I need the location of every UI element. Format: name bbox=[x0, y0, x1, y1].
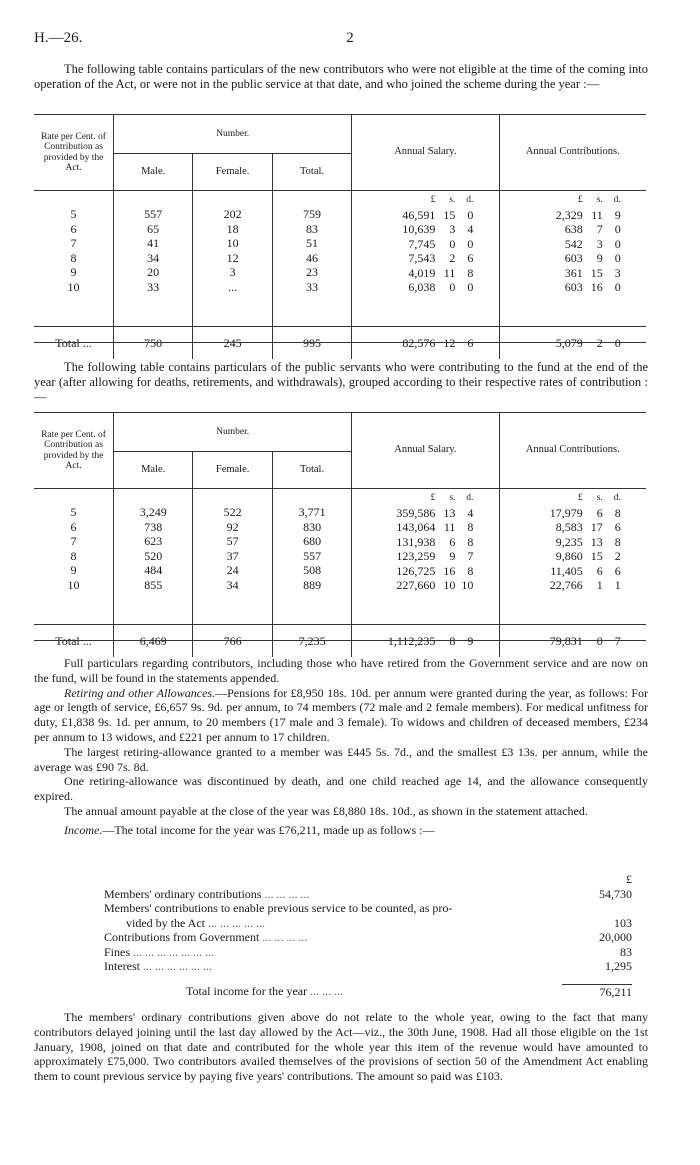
income-row bbox=[104, 959, 632, 974]
total-label: Total ... bbox=[34, 625, 114, 658]
pounds: 6,038 bbox=[408, 280, 436, 294]
rate-cell: 7 bbox=[70, 534, 77, 548]
rate-header: Rate per Cent. of Contribution as provided by the Act. bbox=[34, 115, 114, 191]
contribution-cell bbox=[501, 251, 645, 266]
salary-cell bbox=[353, 506, 497, 521]
pounds: 8,583 bbox=[555, 520, 583, 534]
income-label bbox=[104, 945, 562, 960]
page-header bbox=[34, 30, 666, 52]
total-cell: 3,771 bbox=[298, 505, 326, 519]
currency-header bbox=[353, 491, 497, 506]
pence: 7 bbox=[467, 549, 474, 563]
male-column bbox=[114, 191, 193, 327]
pounds: 46,591 bbox=[402, 207, 436, 222]
female-cell: 202 bbox=[223, 207, 242, 221]
income-label bbox=[104, 930, 562, 945]
income-label bbox=[104, 959, 562, 974]
contribution-cell bbox=[501, 549, 645, 564]
page-number: 2 bbox=[346, 30, 354, 46]
shillings: 11 bbox=[443, 265, 456, 280]
shillings: 9 bbox=[596, 251, 603, 265]
rate-cell: 8 bbox=[70, 250, 77, 265]
rate-cell: 6 bbox=[70, 519, 77, 534]
salary-cell bbox=[353, 266, 497, 281]
shillings: 1 bbox=[596, 578, 603, 592]
rate-cell: 5 bbox=[70, 207, 77, 221]
female-cell: 34 bbox=[226, 577, 239, 592]
female-cell: 3 bbox=[229, 265, 236, 279]
income-row bbox=[104, 887, 632, 902]
male-cell: 20 bbox=[147, 265, 160, 279]
shillings: 16 bbox=[443, 563, 456, 578]
income-value: 54,730 bbox=[599, 886, 632, 901]
pounds: 123,259 bbox=[396, 549, 436, 563]
pence: 4 bbox=[467, 505, 474, 520]
contribution-cell bbox=[501, 506, 645, 521]
retiring-heading: Retiring and other Allowances. bbox=[64, 685, 216, 700]
shillings: 7 bbox=[596, 222, 603, 236]
rate-column bbox=[34, 191, 114, 327]
rate-cell: 9 bbox=[70, 265, 77, 279]
shillings: 13 bbox=[443, 505, 456, 520]
income-value: 103 bbox=[614, 915, 632, 930]
female-column bbox=[193, 489, 273, 625]
income-label bbox=[126, 916, 562, 931]
female-header: Female. bbox=[193, 154, 273, 191]
rate-cell: 5 bbox=[70, 505, 77, 519]
rate-cell: 8 bbox=[70, 548, 77, 563]
pence: 0 bbox=[614, 335, 621, 350]
shilling-sign: s. bbox=[449, 195, 456, 205]
pence: 8 bbox=[614, 534, 621, 549]
total-cell: 557 bbox=[303, 548, 322, 563]
salary-header: Annual Salary. bbox=[352, 115, 499, 191]
income-row bbox=[104, 930, 632, 945]
total-cell: 759 bbox=[303, 207, 322, 221]
pence: 3 bbox=[614, 265, 621, 280]
income-row bbox=[104, 901, 632, 916]
shilling-sign: s. bbox=[596, 493, 603, 503]
pound-sign: £ bbox=[430, 493, 436, 503]
salary-cell bbox=[353, 549, 497, 564]
contribution-cell bbox=[501, 280, 645, 295]
male-cell: 557 bbox=[144, 207, 163, 221]
total-female: 766 bbox=[193, 625, 273, 658]
contribution-cell bbox=[501, 535, 645, 550]
shillings: 15 bbox=[590, 265, 603, 280]
shillings: 0 bbox=[596, 633, 603, 648]
shilling-sign: s. bbox=[596, 195, 603, 205]
pence: 8 bbox=[614, 505, 621, 520]
rate-cell: 7 bbox=[70, 236, 77, 250]
shilling-sign: s. bbox=[449, 493, 456, 503]
pounds: 126,725 bbox=[396, 563, 436, 578]
contributions-column bbox=[499, 489, 646, 625]
pence: 0 bbox=[614, 251, 621, 265]
pence: 0 bbox=[614, 280, 621, 294]
total-column bbox=[272, 489, 351, 625]
shillings: 6 bbox=[596, 563, 603, 578]
female-cell: 522 bbox=[223, 505, 242, 519]
number-header: Number. bbox=[114, 115, 352, 154]
salary-cell bbox=[353, 535, 497, 550]
rate-column bbox=[34, 489, 114, 625]
contributions-header: Annual Contributions. bbox=[499, 413, 646, 489]
income-row bbox=[104, 916, 632, 931]
salary-cell bbox=[353, 237, 497, 252]
allowances-section bbox=[34, 656, 648, 838]
contributions-header: Annual Contributions. bbox=[499, 115, 646, 191]
pounds: 9,235 bbox=[555, 534, 583, 549]
pounds: 7,745 bbox=[408, 236, 436, 251]
pounds: 227,660 bbox=[396, 578, 436, 592]
pounds: 11,405 bbox=[550, 563, 583, 578]
pounds: 4,019 bbox=[408, 265, 436, 280]
income-statement bbox=[104, 872, 632, 999]
pence: 8 bbox=[467, 563, 474, 578]
contribution-total-cell bbox=[501, 336, 645, 351]
rate-cell: 9 bbox=[70, 563, 77, 577]
total-header: Total. bbox=[272, 154, 351, 191]
pounds: 1,112,235 bbox=[387, 633, 436, 648]
salary-cell bbox=[353, 520, 497, 535]
income-total-label: Total income for the year bbox=[186, 983, 308, 998]
shillings: 8 bbox=[449, 633, 456, 648]
male-cell: 41 bbox=[147, 236, 160, 250]
female-cell: 37 bbox=[226, 548, 239, 563]
pence: 10 bbox=[461, 578, 474, 592]
contribution-cell bbox=[501, 564, 645, 579]
rate-header: Rate per Cent. of Contribution as provided by the Act. bbox=[34, 413, 114, 489]
rate-cell: 10 bbox=[67, 279, 80, 294]
income-dots: ... ... ... ... ... bbox=[204, 915, 265, 930]
income-paragraph bbox=[34, 823, 648, 838]
total-cell: 23 bbox=[306, 265, 319, 279]
male-cell: 855 bbox=[144, 577, 163, 592]
income-dots: ... ... ... ... bbox=[261, 886, 310, 901]
current-contributors-table bbox=[34, 412, 646, 657]
pence: 1 bbox=[614, 578, 621, 592]
pounds: 603 bbox=[564, 251, 583, 265]
total-cell: 83 bbox=[306, 221, 319, 236]
female-cell: ... bbox=[228, 279, 238, 294]
female-header: Female. bbox=[193, 452, 273, 489]
pounds: 79,831 bbox=[549, 633, 583, 648]
pounds: 5,079 bbox=[555, 335, 583, 350]
salary-column bbox=[352, 489, 499, 625]
income-total-value: 76,211 bbox=[562, 984, 632, 1000]
pence-sign: d. bbox=[466, 195, 474, 205]
male-cell: 65 bbox=[147, 221, 160, 236]
pence-sign: d. bbox=[613, 493, 621, 503]
income-label-text: Members' ordinary contributions bbox=[104, 886, 262, 901]
pence: 0 bbox=[467, 236, 474, 251]
currency-header bbox=[501, 491, 645, 506]
pounds: 22,766 bbox=[549, 578, 583, 592]
income-label-text: Fines bbox=[104, 944, 131, 959]
salary-cell bbox=[353, 564, 497, 579]
total-header: Total. bbox=[272, 452, 351, 489]
income-dots: ... ... ... ... ... ... bbox=[139, 959, 212, 973]
income-currency: £ bbox=[626, 872, 632, 886]
total-cell: 830 bbox=[303, 519, 322, 534]
currency-header bbox=[501, 193, 645, 208]
new-contributors-table bbox=[34, 114, 646, 359]
contribution-cell bbox=[501, 208, 645, 223]
table-bottom-rule bbox=[34, 342, 646, 343]
total-cell: 46 bbox=[306, 250, 319, 265]
income-value: 1,295 bbox=[605, 959, 632, 973]
total-column bbox=[272, 191, 351, 327]
male-header: Male. bbox=[114, 154, 193, 191]
pence: 0 bbox=[614, 222, 621, 236]
income-value: 20,000 bbox=[599, 930, 632, 944]
pence: 6 bbox=[614, 520, 621, 534]
retiring-text: —Pensions for £8,950 18s. 10d. per annum were granted during the year, as follows: For age or length of service, £6,657 9s. 9d. per annum, to 74 members (72 male and 2 female members). For medical unfitness for duty, £1,838 9s. 1d. per annum, to 20 members (17 male and 3 female). To widows and children of deceased members, £234 per annum to 13 widows, and £221 per annum to 17 children. bbox=[34, 685, 649, 744]
income-label bbox=[104, 887, 562, 902]
rate-cell: 6 bbox=[70, 221, 77, 236]
pence: 8 bbox=[467, 520, 474, 534]
shillings: 17 bbox=[590, 520, 603, 534]
pounds: 542 bbox=[564, 236, 583, 251]
salary-total-cell bbox=[353, 336, 497, 351]
income-items bbox=[104, 887, 632, 974]
female-cell: 57 bbox=[226, 534, 239, 548]
pence: 6 bbox=[614, 563, 621, 578]
contribution-cell bbox=[501, 578, 645, 593]
pence: 0 bbox=[467, 280, 474, 294]
pound-sign: £ bbox=[578, 493, 583, 503]
rate-cell: 10 bbox=[67, 577, 80, 592]
total-cell: 508 bbox=[303, 563, 322, 577]
male-cell: 520 bbox=[144, 548, 163, 563]
pound-sign: £ bbox=[430, 195, 436, 205]
female-cell: 24 bbox=[226, 563, 239, 577]
male-cell: 3,249 bbox=[139, 505, 167, 519]
intro-paragraph-1: The following table contains particulars of the new contributors who were not eligible at the time of the coming into operation of the Act, or were not in the public service at that date, and who joined the scheme during the year :— bbox=[34, 62, 648, 91]
total-label: Total ... bbox=[34, 327, 114, 360]
income-dots: ... ... ... ... bbox=[259, 930, 308, 944]
pence: 2 bbox=[614, 549, 621, 563]
salary-cell bbox=[353, 578, 497, 593]
female-cell: 18 bbox=[226, 221, 239, 236]
total-cell: 889 bbox=[303, 577, 322, 592]
salary-total-cell bbox=[353, 634, 497, 649]
female-cell: 12 bbox=[226, 250, 239, 265]
pounds: 7,543 bbox=[408, 251, 436, 265]
salary-column bbox=[352, 191, 499, 327]
salary-cell bbox=[353, 251, 497, 266]
income-text: —The total income for the year was £76,211, made up as follows :— bbox=[102, 822, 435, 837]
shillings: 9 bbox=[449, 549, 456, 563]
male-column bbox=[114, 489, 193, 625]
particulars-paragraph: Full particulars regarding contributors, including those who have retired from the Government service and are now on the fund, will be found in the statements appended. bbox=[34, 656, 648, 685]
shillings: 15 bbox=[443, 207, 456, 222]
final-section bbox=[34, 1010, 648, 1084]
pounds: 9,860 bbox=[555, 549, 583, 563]
shillings: 2 bbox=[596, 335, 603, 350]
income-row bbox=[104, 945, 632, 960]
shillings: 3 bbox=[449, 222, 456, 236]
income-value: 83 bbox=[620, 944, 632, 959]
pence: 8 bbox=[467, 265, 474, 280]
largest-allowance-paragraph: The largest retiring-allowance granted to a member was £445 5s. 7d., and the smallest £3 13s. per annum, while the average was £90 7s. 8d. bbox=[34, 744, 648, 774]
shillings: 15 bbox=[590, 549, 603, 563]
male-cell: 484 bbox=[144, 563, 163, 577]
pounds: 82,576 bbox=[402, 335, 436, 350]
total-cell: 51 bbox=[306, 236, 319, 250]
contributions-column bbox=[499, 191, 646, 327]
total-male: 750 bbox=[114, 327, 193, 360]
income-label bbox=[104, 901, 562, 916]
shillings: 12 bbox=[443, 335, 456, 350]
total-male: 6,469 bbox=[114, 625, 193, 658]
pounds: 131,938 bbox=[396, 534, 436, 549]
pence-sign: d. bbox=[466, 493, 474, 503]
shillings: 6 bbox=[449, 534, 456, 549]
shillings: 11 bbox=[591, 207, 603, 222]
salary-cell bbox=[353, 280, 497, 295]
female-cell: 10 bbox=[226, 236, 239, 250]
shillings: 3 bbox=[596, 236, 603, 251]
salary-header: Annual Salary. bbox=[352, 413, 499, 489]
contribution-total-cell bbox=[501, 634, 645, 649]
pence: 9 bbox=[467, 633, 474, 648]
pounds: 603 bbox=[564, 280, 583, 294]
contribution-cell bbox=[501, 237, 645, 252]
income-label-text: Interest bbox=[104, 959, 140, 973]
male-cell: 623 bbox=[144, 534, 163, 548]
male-header: Male. bbox=[114, 452, 193, 489]
discontinued-paragraph: One retiring-allowance was discontinued by death, and one child reached age 14, and the allowance consequently expired. bbox=[34, 774, 648, 804]
contribution-cell bbox=[501, 266, 645, 281]
pence-sign: d. bbox=[613, 195, 621, 205]
pound-sign: £ bbox=[578, 195, 583, 205]
income-heading: Income. bbox=[64, 822, 103, 837]
intro-paragraph-2: The following table contains particulars of the public servants who were contributing to the fund at the end of the year (after allowing for deaths, retirements, and withdrawals), grouped according to their respective rates of contribution :— bbox=[34, 360, 648, 404]
pence: 0 bbox=[467, 207, 474, 222]
male-cell: 34 bbox=[147, 250, 160, 265]
shillings: 11 bbox=[443, 520, 456, 534]
female-column bbox=[193, 191, 273, 327]
pence: 6 bbox=[467, 251, 474, 265]
final-paragraph: The members' ordinary contributions given above do not relate to the whole year, owing to the fact that many contributors delayed joining until the last day allowed by the Act—viz., the 30th June, 1908. Had all those eligible on the 1st January, 1908, joined on that date and contributed for the whole year this item of the revenue would have amounted to approximately £75,000. Two contributors availed themselves of the provisions of section 50 of the Amendment Act enabling them to count previous service by paying five years' contributions. The amount so paid was £103. bbox=[34, 1010, 648, 1084]
total-total: 7,235 bbox=[272, 625, 351, 658]
pounds: 638 bbox=[564, 222, 583, 236]
male-cell: 33 bbox=[147, 279, 160, 294]
pence: 0 bbox=[614, 236, 621, 251]
salary-cell bbox=[353, 222, 497, 237]
contribution-cell bbox=[501, 222, 645, 237]
income-dots: ... ... ... ... ... ... ... bbox=[130, 944, 215, 959]
document-reference: H.—26. bbox=[34, 30, 83, 46]
table-bottom-rule bbox=[34, 640, 646, 641]
pence: 7 bbox=[614, 633, 621, 648]
income-total-row: Total income for the year ... ... ... 76,211 bbox=[186, 983, 632, 999]
shillings: 6 bbox=[596, 505, 603, 520]
income-label-text: Members' contributions to enable previous service to be counted, as pro- bbox=[104, 901, 453, 915]
income-value bbox=[562, 901, 632, 916]
shillings: 16 bbox=[590, 280, 603, 294]
shillings: 0 bbox=[449, 280, 456, 294]
pounds: 2,329 bbox=[555, 207, 583, 222]
total-total: 995 bbox=[272, 327, 351, 360]
shillings: 0 bbox=[449, 236, 456, 251]
number-header: Number. bbox=[114, 413, 352, 452]
pounds: 359,586 bbox=[396, 505, 436, 520]
pence: 4 bbox=[467, 222, 474, 236]
total-female: 245 bbox=[193, 327, 273, 360]
income-label-text: Contributions from Government bbox=[104, 930, 260, 944]
pounds: 361 bbox=[564, 265, 583, 280]
pence: 9 bbox=[614, 207, 621, 222]
total-cell: 680 bbox=[303, 534, 322, 548]
income-label-text: vided by the Act bbox=[126, 915, 205, 930]
annual-amount-paragraph: The annual amount payable at the close of the year was £8,880 18s. 10d., as shown in the statement attached. bbox=[64, 803, 588, 818]
pounds: 10,639 bbox=[402, 222, 436, 236]
contribution-cell bbox=[501, 520, 645, 535]
shillings: 13 bbox=[590, 534, 603, 549]
total-cell: 33 bbox=[306, 279, 319, 294]
female-cell: 92 bbox=[226, 519, 239, 534]
salary-cell bbox=[353, 208, 497, 223]
male-cell: 738 bbox=[144, 519, 163, 534]
currency-header bbox=[353, 193, 497, 208]
retiring-paragraph bbox=[34, 686, 648, 745]
pounds: 143,064 bbox=[396, 520, 436, 534]
pence: 6 bbox=[467, 335, 474, 350]
pounds: 17,979 bbox=[549, 505, 583, 520]
shillings: 10 bbox=[443, 578, 456, 592]
shillings: 2 bbox=[449, 251, 456, 265]
pence: 8 bbox=[467, 534, 474, 549]
